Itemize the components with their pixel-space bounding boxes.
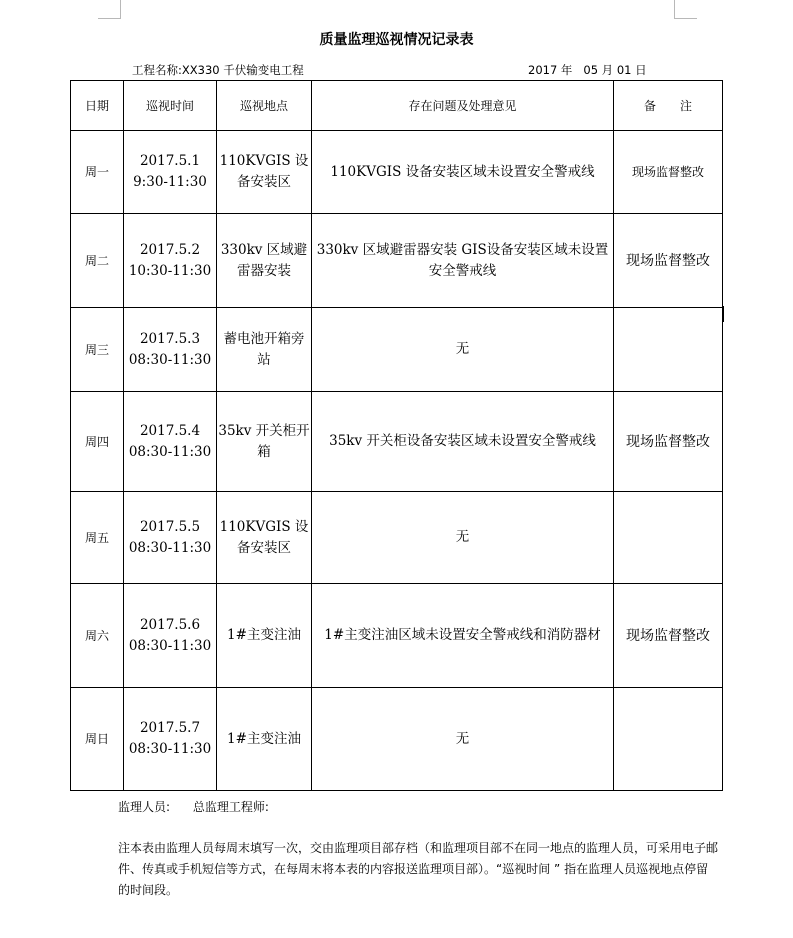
header-time: 巡视时间 <box>124 81 217 131</box>
cell-issue: 35kv 开关柜设备安装区域未设置安全警戒线 <box>312 392 614 492</box>
page-corner-mark-right <box>674 0 697 19</box>
cell-remark: 现场监督整改 <box>614 584 723 688</box>
cell-place: 蓄电池开箱旁站 <box>217 308 312 392</box>
cell-time-text: 08:30-11:30 <box>128 741 212 757</box>
cell-time-text: 08:30-11:30 <box>128 539 212 556</box>
cell-place: 1#主变注油 <box>217 688 312 791</box>
cell-issue: 无 <box>312 492 614 584</box>
cell-issue: 1#主变注油区域未设置安全警戒线和消防器材 <box>312 584 614 688</box>
cell-time <box>124 688 217 791</box>
cell-issue: 110KVGIS 设备安装区域未设置安全警戒线 <box>312 131 614 214</box>
cell-place: 110KVGIS 设备安装区 <box>217 131 312 214</box>
cell-time-text: 9:30-11:30 <box>133 174 207 190</box>
cell-date-text: 2017.5.5 <box>139 518 201 535</box>
table-row <box>71 131 723 214</box>
cell-date-text: 2017.5.6 <box>139 616 201 633</box>
cell-day: 周二 <box>71 214 124 308</box>
cell-place: 110KVGIS 设备安装区 <box>217 492 312 584</box>
table-row <box>71 214 723 308</box>
page-corner-mark-left <box>98 0 121 19</box>
cell-remark: 现场监督整改 <box>614 131 723 214</box>
inspection-record-table <box>70 80 723 791</box>
table-header-row <box>71 81 723 131</box>
cell-time <box>124 392 217 492</box>
table-row <box>71 584 723 688</box>
cell-day: 周五 <box>71 492 124 584</box>
cell-date-text: 2017.5.3 <box>139 330 201 347</box>
header-date: 日期 <box>71 81 124 131</box>
cell-time-text: 10:30-11:30 <box>128 262 212 279</box>
cell-time <box>124 308 217 392</box>
cell-time-text: 08:30-11:30 <box>128 443 212 460</box>
cell-day: 周日 <box>71 688 124 791</box>
header-remark: 备 注 <box>614 81 723 131</box>
cell-place: 1#主变注油 <box>217 584 312 688</box>
table-row <box>71 492 723 584</box>
header-issue: 存在问题及处理意见 <box>312 81 614 131</box>
cell-remark <box>614 308 723 392</box>
document-title: 质量监理巡视情况记录表 <box>319 32 474 48</box>
cell-time-text: 08:30-11:30 <box>128 637 212 654</box>
cell-remark: 现场监督整改 <box>614 214 723 308</box>
cell-time <box>124 584 217 688</box>
table-row <box>71 308 723 392</box>
cell-time <box>124 214 217 308</box>
cell-time <box>124 492 217 584</box>
cell-day: 周三 <box>71 308 124 392</box>
cell-place: 330kv 区域避雷器安装 <box>217 214 312 308</box>
cell-issue: 330kv 区域避雷器安装 GIS设备安装区域未设置安全警戒线 <box>312 214 614 308</box>
table-row <box>71 688 723 791</box>
cell-time-text: 08:30-11:30 <box>128 351 212 368</box>
footnote: 注本表由监理人员每周末填写一次，交由监理项目部存档（和监理项目部不在同一地点的监理人员，可采用电子邮件、传真或手机短信等方式，在每周末将本表的内容报送监理项目部）。“巡视时间 ” 指在监理人员巡视地点停留的时间段。 <box>118 841 719 897</box>
cell-date-text: 2017.5.2 <box>139 241 201 258</box>
cell-remark: 现场监督整改 <box>614 392 723 492</box>
cell-issue: 无 <box>312 688 614 791</box>
record-date: 2017 年 05 月 01 日 <box>528 63 647 77</box>
cell-date-text: 2017.5.7 <box>139 720 201 736</box>
text-cursor <box>722 306 724 322</box>
cell-day: 周四 <box>71 392 124 492</box>
cell-date-text: 2017.5.4 <box>139 422 201 439</box>
cell-time <box>124 131 217 214</box>
signature-line: 监理人员: 总监理工程师: <box>118 800 269 814</box>
cell-remark <box>614 688 723 791</box>
header-place: 巡视地点 <box>217 81 312 131</box>
cell-remark <box>614 492 723 584</box>
cell-date-text: 2017.5.1 <box>139 153 201 169</box>
cell-issue: 无 <box>312 308 614 392</box>
cell-day: 周六 <box>71 584 124 688</box>
cell-day: 周一 <box>71 131 124 214</box>
project-name: 工程名称:XX330 千伏输变电工程 <box>132 63 304 77</box>
table-row <box>71 392 723 492</box>
cell-place: 35kv 开关柜开箱 <box>217 392 312 492</box>
